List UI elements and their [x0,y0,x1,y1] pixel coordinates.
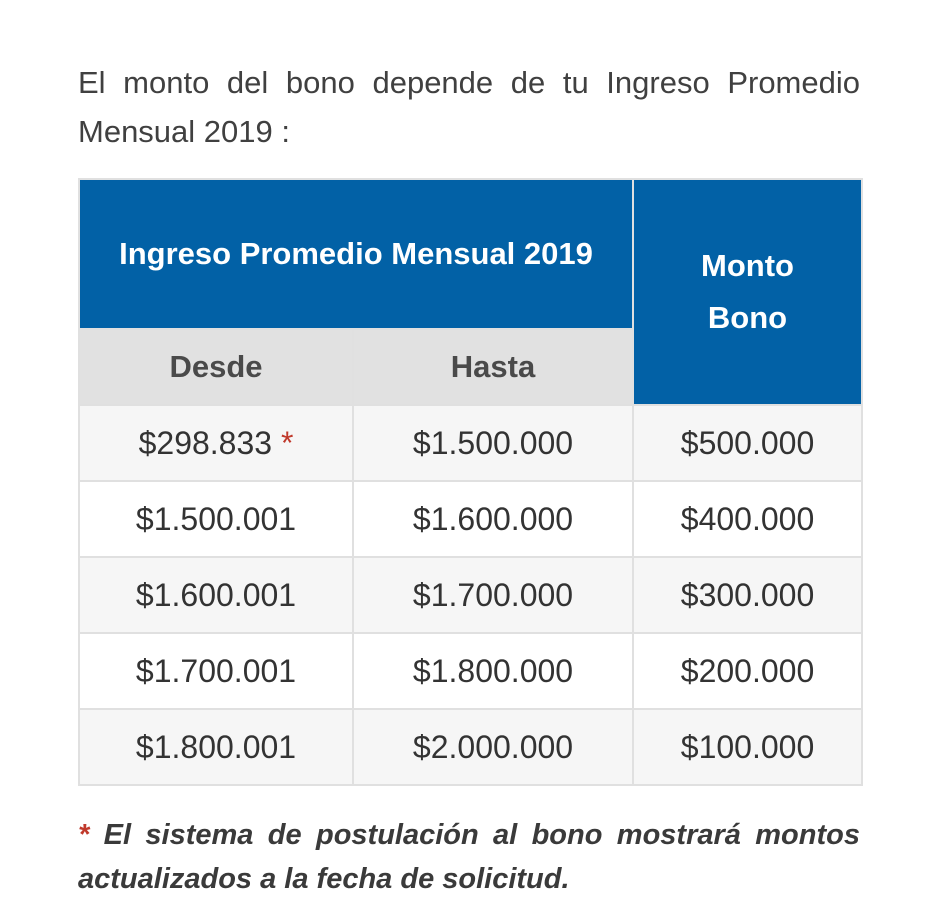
cell-monto: $200.000 [633,633,862,709]
asterisk-marker: * [280,424,294,461]
cell-desde: $1.700.001 [79,633,353,709]
cell-monto: $100.000 [633,709,862,785]
table-row [79,405,862,481]
header-ingreso-promedio [79,179,633,329]
bono-table [78,178,863,786]
column-header-hasta: Hasta [353,329,633,405]
cell-hasta: $1.800.000 [353,633,633,709]
header-ingreso-promedio-label: Ingreso Promedio Mensual 2019 [119,236,593,271]
footnote-asterisk: * [78,819,90,851]
cell-monto: $300.000 [633,557,862,633]
header-monto-bono [633,179,862,405]
column-header-desde: Desde [79,329,353,405]
header-monto-bono-label: Monto Bono [701,248,794,335]
cell-hasta: $1.500.000 [353,405,633,481]
table-row [79,709,862,785]
footnote-text: El sistema de postulación al bono mostrará montos actualizados a la fecha de solicitud. [78,819,860,895]
cell-monto: $400.000 [633,481,862,557]
intro-text: El monto del bono depende de tu Ingreso Promedio Mensual 2019 : [78,65,860,149]
cell-monto: $500.000 [633,405,862,481]
cell-hasta: $1.700.000 [353,557,633,633]
cell-desde: $1.600.001 [79,557,353,633]
table-row [79,481,862,557]
table-row [79,557,862,633]
footnote [78,813,860,901]
table-row [79,633,862,709]
cell-desde: $1.500.001 [79,481,353,557]
cell-desde-value: $298.833 [138,424,273,461]
cell-hasta: $2.000.000 [353,709,633,785]
cell-desde [79,405,353,481]
cell-hasta: $1.600.000 [353,481,633,557]
cell-desde: $1.800.001 [79,709,353,785]
